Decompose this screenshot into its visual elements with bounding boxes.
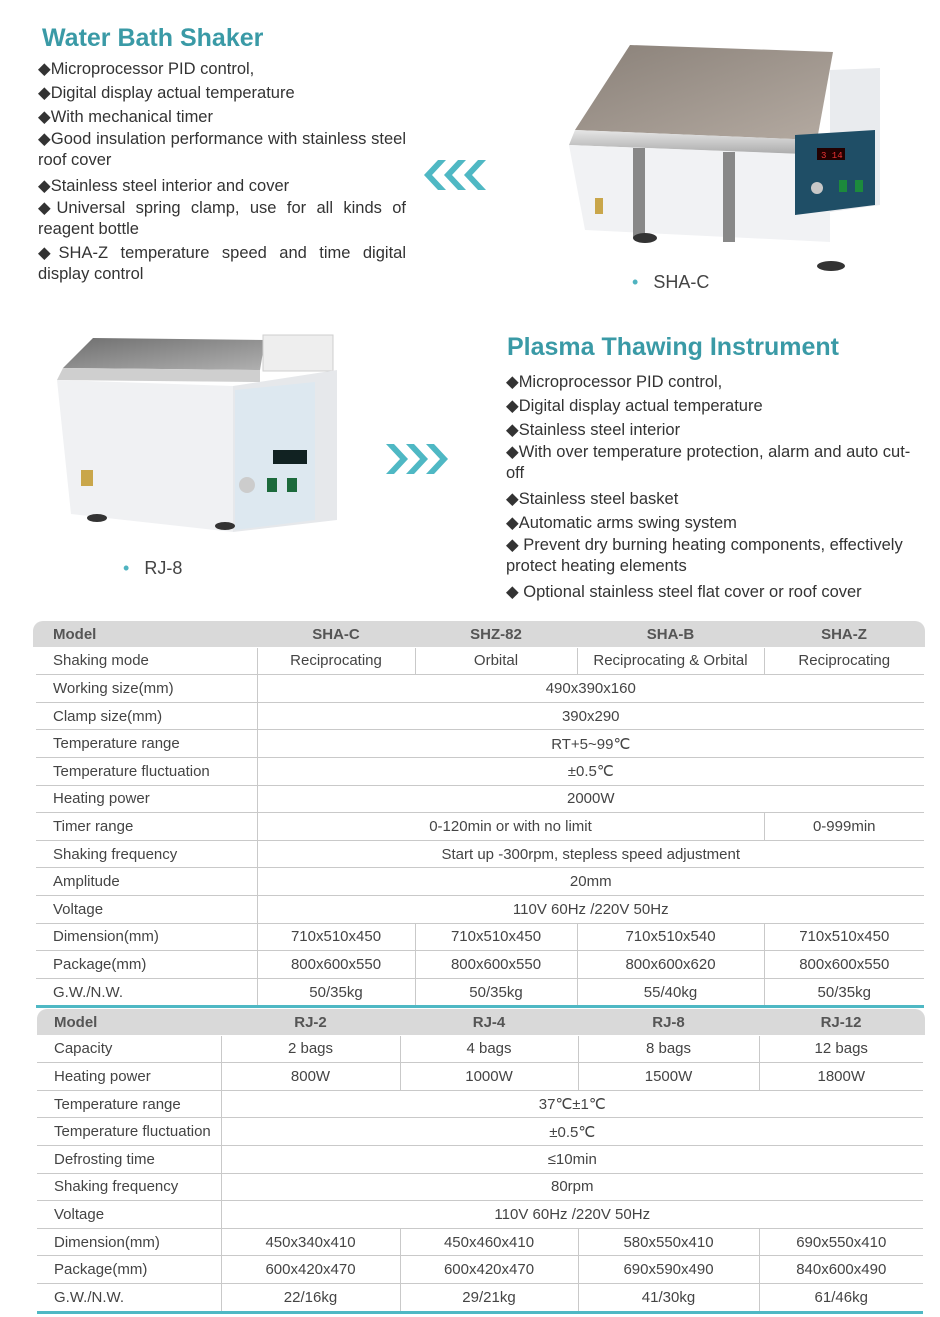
table-cell: RT+5~99℃ (257, 730, 924, 758)
svg-text:3 14: 3 14 (821, 151, 843, 161)
row-label: Package(mm) (36, 951, 257, 979)
table-cell: 690x590x490 (578, 1256, 759, 1284)
table-cell: 50/35kg (764, 978, 924, 1007)
table-row (36, 868, 924, 896)
row-label: G.W./N.W. (36, 978, 257, 1007)
table-cell: Orbital (415, 648, 577, 675)
row-label: Voltage (37, 1201, 221, 1229)
table-header-cell: RJ-8 (652, 1013, 685, 1031)
table-cell: 710x510x450 (257, 923, 415, 951)
feature-item: ◆Stainless steel interior (506, 421, 681, 439)
table-cell: Reciprocating & Orbital (577, 648, 764, 675)
table-cell: 50/35kg (415, 978, 577, 1007)
table-cell: 600x420x470 (221, 1256, 400, 1284)
shaker-features (38, 57, 406, 285)
table-cell: 800x600x550 (764, 951, 924, 979)
table-cell: 29/21kg (400, 1283, 578, 1312)
sha-c-caption (632, 272, 709, 293)
table-row (37, 1090, 923, 1118)
table-cell: 840x600x490 (759, 1256, 923, 1284)
sha-c-product-image (555, 30, 890, 275)
table-cell: 800x600x550 (415, 951, 577, 979)
table-cell: ±0.5℃ (221, 1118, 923, 1146)
table-cell: 37℃±1℃ (221, 1090, 923, 1118)
table-cell: Reciprocating (257, 648, 415, 675)
table-header-cell: RJ-2 (294, 1013, 327, 1031)
table-cell: 450x340x410 (221, 1228, 400, 1256)
table-header-row (36, 621, 924, 648)
row-label: Working size(mm) (36, 675, 257, 703)
table-header-cell: SHZ-82 (470, 625, 522, 643)
thawing-spec-table (37, 1009, 923, 1314)
feature-item: ◆Automatic arms swing system (506, 514, 737, 532)
thawing-title: Plasma Thawing Instrument (507, 333, 840, 361)
table-cell: 1000W (400, 1063, 578, 1091)
table-row (37, 1118, 923, 1146)
table-row (36, 648, 924, 675)
table-header-cell: SHA-Z (821, 625, 867, 643)
caption-label: SHA-C (653, 272, 710, 292)
table-cell: 12 bags (759, 1036, 923, 1063)
table-cell: ±0.5℃ (257, 757, 924, 785)
row-label: Timer range (36, 813, 257, 841)
caption-label: RJ-8 (144, 558, 183, 578)
thawing-features (506, 370, 918, 604)
table-cell: 800x600x550 (257, 951, 415, 979)
row-label: Voltage (36, 895, 257, 923)
table-cell: 710x510x450 (764, 923, 924, 951)
feature-item: ◆With mechanical timer (38, 108, 213, 126)
table-cell: 4 bags (400, 1036, 578, 1063)
table-cell: 55/40kg (577, 978, 764, 1007)
table-cell: 1800W (759, 1063, 923, 1091)
feature-item: ◆Digital display actual temperature (506, 397, 763, 415)
feature-item: ◆SHA-Z temperature speed and time digital display control (38, 244, 406, 283)
row-label: Dimension(mm) (36, 923, 257, 951)
row-label: Temperature range (37, 1090, 221, 1118)
table-header-cell: SHA-B (646, 625, 695, 643)
table-cell: 0-999min (764, 813, 924, 841)
table-row (36, 675, 924, 703)
table-cell: 390x290 (257, 702, 924, 730)
table-cell: 41/30kg (578, 1283, 759, 1312)
row-label: Package(mm) (37, 1256, 221, 1284)
feature-item: ◆Stainless steel basket (506, 490, 679, 508)
table-cell: 800x600x620 (577, 951, 764, 979)
table-header-cell: Model (53, 625, 97, 643)
table-cell: Start up -300rpm, stepless speed adjustment (257, 840, 924, 868)
table-row (37, 1283, 923, 1312)
table-row (36, 813, 924, 841)
table-cell: 2000W (257, 785, 924, 813)
row-label: Dimension(mm) (37, 1228, 221, 1256)
bullet-dot-icon: • (632, 272, 639, 292)
table-cell: 80rpm (221, 1173, 923, 1201)
row-label: Temperature range (36, 730, 257, 758)
table-cell: 8 bags (578, 1036, 759, 1063)
table-header-cell: RJ-12 (820, 1013, 862, 1031)
table-cell: 800W (221, 1063, 400, 1091)
table-cell: Reciprocating (764, 648, 924, 675)
shaker-title: Water Bath Shaker (42, 24, 264, 52)
feature-item: ◆ Optional stainless steel flat cover or roof cover (506, 583, 862, 601)
feature-item: ◆Universal spring clamp, use for all kinds of reagent bottle (38, 199, 406, 238)
row-label: Defrosting time (37, 1145, 221, 1173)
row-label: Temperature fluctuation (36, 757, 257, 785)
table-cell: 1500W (578, 1063, 759, 1091)
table-row (36, 895, 924, 923)
chevrons-right-icon (386, 444, 450, 474)
row-label: G.W./N.W. (37, 1283, 221, 1312)
table-cell: 450x460x410 (400, 1228, 578, 1256)
table-row (37, 1201, 923, 1229)
table-row (37, 1036, 923, 1063)
feature-item: ◆Good insulation performance with stainless steel roof cover (38, 130, 406, 169)
table-row (36, 951, 924, 979)
table-row (36, 978, 924, 1007)
table-row (37, 1173, 923, 1201)
feature-item: ◆Digital display actual temperature (38, 84, 295, 102)
table-row (36, 702, 924, 730)
table-row (36, 840, 924, 868)
table-header-cell: RJ-4 (472, 1013, 506, 1031)
table-cell: 110V 60Hz /220V 50Hz (257, 895, 924, 923)
table-cell: 580x550x410 (578, 1228, 759, 1256)
row-label: Clamp size(mm) (36, 702, 257, 730)
table-row (36, 757, 924, 785)
shaker-spec-table (36, 621, 924, 1008)
table-row (37, 1145, 923, 1173)
table-cell: 110V 60Hz /220V 50Hz (221, 1201, 923, 1229)
rj-8-caption (123, 558, 182, 579)
table-header-cell: Model (54, 1013, 98, 1031)
table-header-row (37, 1009, 923, 1036)
chevrons-left-icon (424, 160, 488, 190)
table-cell: 22/16kg (221, 1283, 400, 1312)
table-header-cell: SHA-C (312, 625, 360, 643)
row-label: Shaking frequency (36, 840, 257, 868)
feature-item: ◆Microprocessor PID control, (38, 60, 255, 78)
table-cell: ≤10min (221, 1145, 923, 1173)
feature-item: ◆With over temperature protection, alarm and auto cut-off (506, 443, 911, 482)
table-cell: 61/46kg (759, 1283, 923, 1312)
table-cell: 710x510x450 (415, 923, 577, 951)
table-row (36, 730, 924, 758)
table-cell: 50/35kg (257, 978, 415, 1007)
row-label: Temperature fluctuation (37, 1118, 221, 1146)
row-label: Capacity (37, 1036, 221, 1063)
rj-8-product-image (55, 330, 345, 545)
table-row (36, 785, 924, 813)
table-cell: 600x420x470 (400, 1256, 578, 1284)
table-row (37, 1256, 923, 1284)
table-cell: 2 bags (221, 1036, 400, 1063)
row-label: Heating power (37, 1063, 221, 1091)
table-cell: 0-120min or with no limit (257, 813, 764, 841)
row-label: Shaking mode (36, 648, 257, 675)
table-cell: 710x510x540 (577, 923, 764, 951)
table-row (37, 1063, 923, 1091)
table-row (36, 923, 924, 951)
table-cell: 20mm (257, 868, 924, 896)
row-label: Heating power (36, 785, 257, 813)
bullet-dot-icon: • (123, 558, 130, 578)
table-cell: 490x390x160 (257, 675, 924, 703)
table-cell: 690x550x410 (759, 1228, 923, 1256)
feature-item: ◆Stainless steel interior and cover (38, 177, 290, 195)
row-label: Amplitude (36, 868, 257, 896)
table-row (37, 1228, 923, 1256)
row-label: Shaking frequency (37, 1173, 221, 1201)
feature-item: ◆ Prevent dry burning heating components, effectively protect heating elements (506, 536, 903, 575)
feature-item: ◆Microprocessor PID control, (506, 373, 723, 391)
